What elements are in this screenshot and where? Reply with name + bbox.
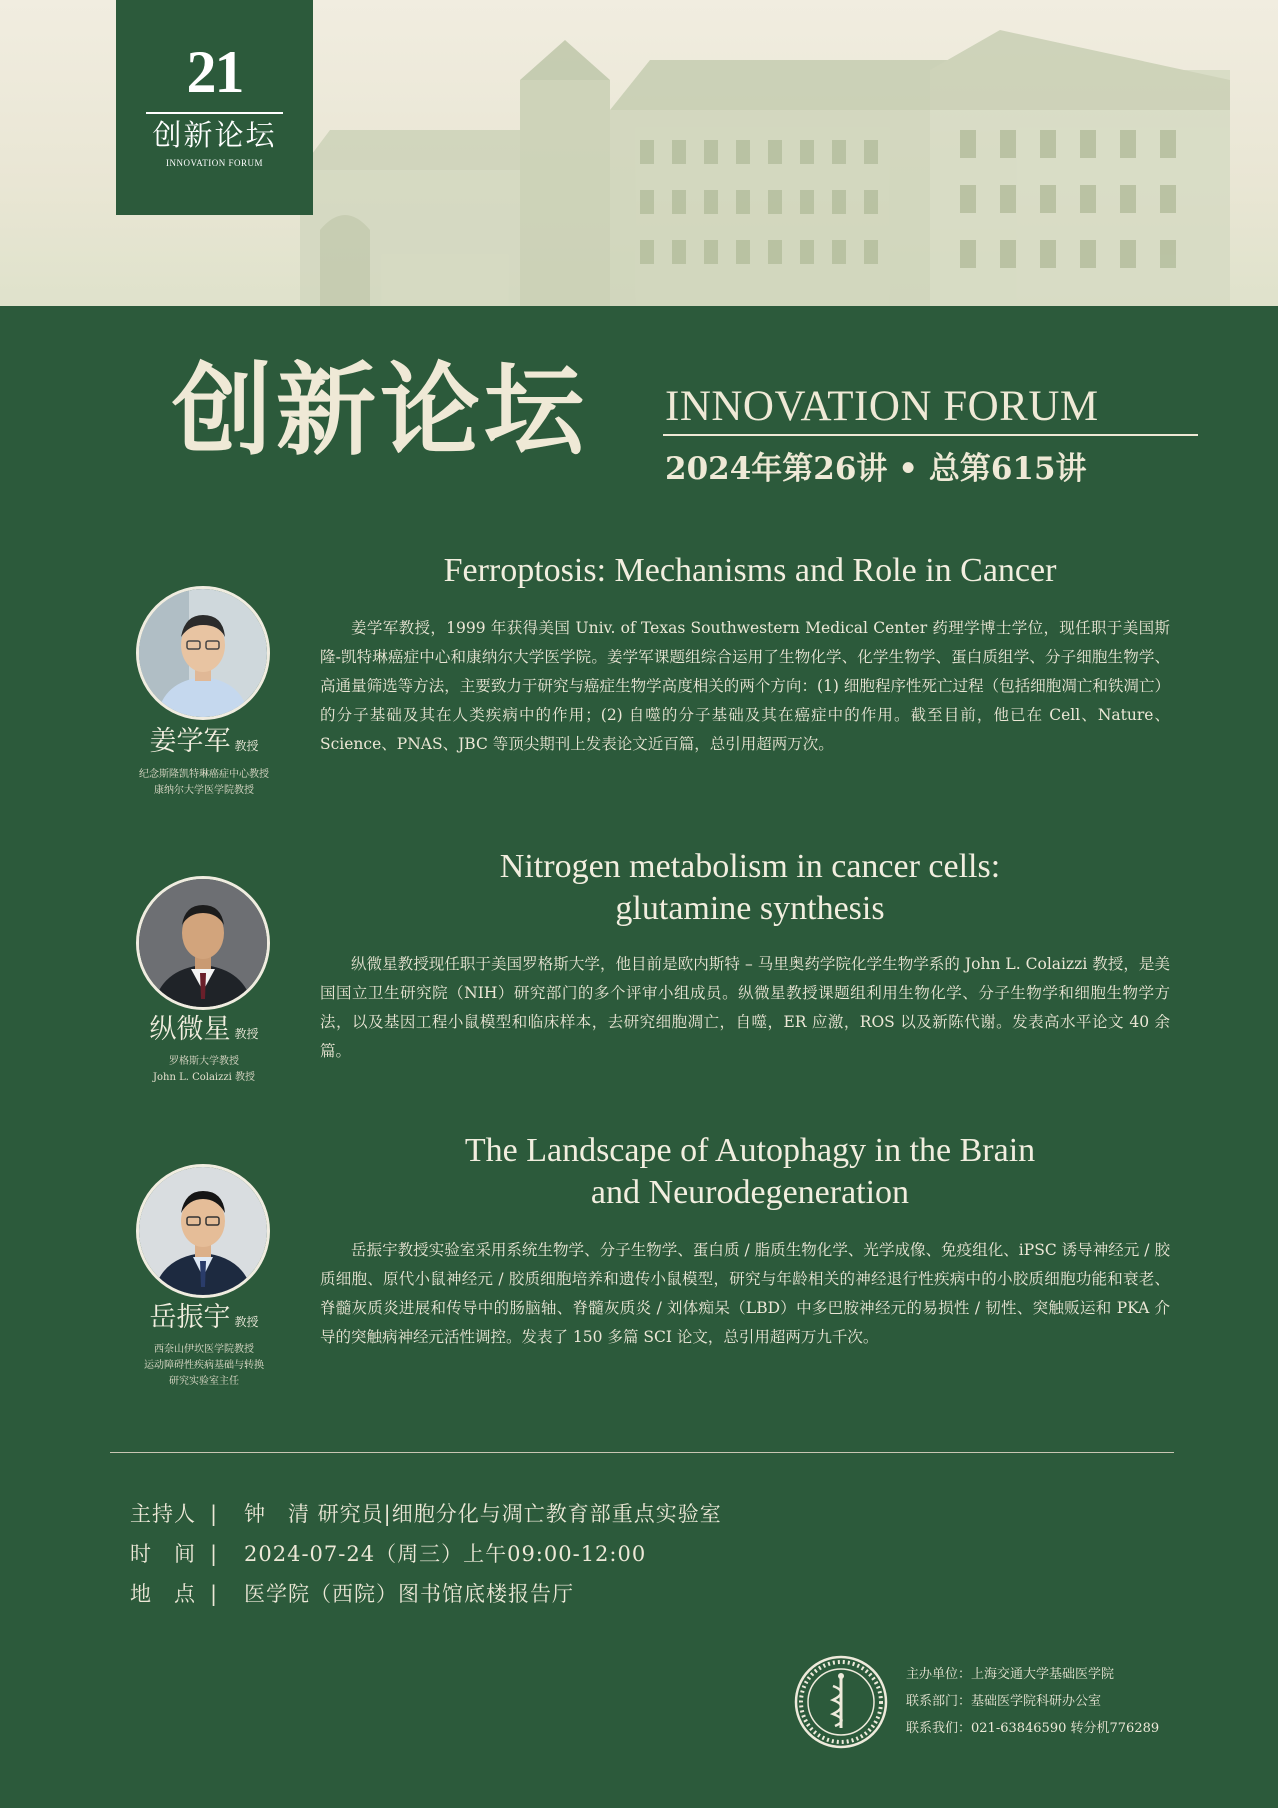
organizer-contact: 联系我们：021-63846590 转分机776289 <box>906 1721 1160 1736</box>
affiliation-line: 西奈山伊坎医学院教授 <box>154 1344 254 1355</box>
speaker-name-2 <box>104 1014 304 1046</box>
host-row <box>130 1504 722 1525</box>
speaker-name-3 <box>104 1302 304 1334</box>
affiliation-line: 运动障碍性疾病基础与转换 <box>144 1360 264 1371</box>
speaker-affiliation-2 <box>104 1054 304 1086</box>
talk-title-1: Ferroptosis: Mechanisms and Role in Cancer <box>443 552 1057 589</box>
talk-abstract-1: 姜学军教授，1999 年获得美国 Univ. of Texas Southwestern Medical Center 药理学博士学位，现任职于美国斯隆-凯特琳癌症中心和康纳尔大学医学院。姜学军课题组综合运用了生物化学、化学生物学、蛋白质组学、分子细胞生物学、高通量筛选等方法，主要致力于研究与癌症生物学高度相关的两个方向：(1) 细胞程序性死亡过程（包括细胞凋亡和铁凋亡）的分子基础及其在人类疾病中的作用；(2) 自噬的分子基础及其在癌症中的作用。截至目前，他已在 Cell、Nature、Science、PNAS、JBC 等顶尖期刊上发表论文近百篇，总引用超两万次。 <box>320 619 1170 753</box>
affiliation-line: John L. Colaizzi 教授 <box>152 1072 256 1083</box>
logo-number: 21 <box>186 39 243 105</box>
speaker-name-text: 姜学军 <box>149 726 231 757</box>
logo-name-cn: 创新论坛 <box>152 118 277 152</box>
organizer-department: 联系部门：基础医学院科研办公室 <box>906 1694 1102 1709</box>
place-value: 医学院（西院）图书馆底楼报告厅 <box>244 1582 574 1606</box>
speaker-photo-3 <box>136 1164 270 1298</box>
organizer-host: 主办单位：上海交通大学基础医学院 <box>906 1667 1115 1682</box>
page-title: 创新论坛 <box>172 351 588 469</box>
place-label: 地 点 <box>130 1582 196 1606</box>
time-value: 2024-07-24（周三）上午09:00-12:00 <box>244 1542 647 1566</box>
speaker-title: 教授 <box>234 1315 259 1329</box>
talk-title-2 <box>320 846 1180 930</box>
affiliation-line: 康纳尔大学医学院教授 <box>154 785 254 796</box>
time-separator: | <box>210 1542 219 1566</box>
time-row <box>130 1544 646 1565</box>
speaker-name-text: 岳振宇 <box>149 1302 231 1333</box>
logo-name-en: INNOVATION FORUM <box>165 158 264 168</box>
host-value: 钟 清 研究员|细胞分化与凋亡教育部重点实验室 <box>244 1502 722 1526</box>
talk-title-line: glutamine synthesis <box>615 890 885 927</box>
speaker-affiliation-3 <box>104 1342 304 1390</box>
school-seal-icon <box>793 1654 889 1750</box>
speaker-name-1 <box>104 726 304 758</box>
talk-title-line: and Neurodegeneration <box>590 1174 910 1211</box>
time-label: 时 间 <box>130 1542 196 1566</box>
logo-divider <box>146 112 283 114</box>
affiliation-line: 纪念斯隆凯特琳癌症中心教授 <box>139 769 269 780</box>
talk-title-3 <box>320 1130 1180 1214</box>
forum-logo <box>116 0 313 215</box>
talk-title-line: The Landscape of Autophagy in the Brain <box>464 1132 1036 1169</box>
affiliation-line: 罗格斯大学教授 <box>169 1056 239 1067</box>
session-number: 2024年第26讲 • 总第615讲 <box>665 451 1087 487</box>
footer-divider <box>110 1452 1174 1453</box>
talk-abstract-3: 岳振宇教授实验室采用系统生物学、分子生物学、蛋白质 / 脂质生物化学、光学成像、免疫组化、iPSC 诱导神经元 / 胶质细胞、原代小鼠神经元 / 胶质细胞培养和遗传小鼠模型，研究与年龄相关的神经退行性疾病中的小胶质细胞功能和衰老、脊髓灰质炎进展和传导中的肠脑轴、脊髓灰质炎 / 刘体痴呆（LBD）中多巴胺神经元的易损性 / 韧性、突触贩运和 PKA 介导的突触病神经元活性调控。发表了 150 多篇 SCI 论文，总引用超两万九千次。 <box>320 1241 1170 1346</box>
top-banner <box>0 0 1278 306</box>
speaker-affiliation-1 <box>104 767 304 799</box>
place-row <box>130 1584 574 1605</box>
speaker-title: 教授 <box>234 739 259 753</box>
talk-abstract-2: 纵微星教授现任职于美国罗格斯大学，他目前是欧内斯特 – 马里奥药学院化学生物学系的 John L. Colaizzi 教授，是美国国立卫生研究院（NIH）研究部门的多个评审小组成员。纵微星教授课题组利用生物化学、分子生物学和细胞生物学方法，以及基因工程小鼠模型和临床样本，去研究细胞凋亡，自噬，ER 应激，ROS 以及新陈代谢。发表高水平论文 40 余篇。 <box>320 955 1170 1060</box>
host-separator: | <box>210 1502 219 1526</box>
affiliation-line: 研究实验室主任 <box>169 1376 239 1387</box>
place-separator: | <box>210 1582 219 1606</box>
organizer-info <box>906 1661 1159 1742</box>
title-divider <box>663 434 1198 436</box>
speaker-title: 教授 <box>234 1027 259 1041</box>
speaker-photo-2 <box>136 876 270 1010</box>
speaker-photo-1 <box>136 586 270 720</box>
page-title-en: INNOVATION FORUM <box>665 383 1099 430</box>
speaker-name-text: 纵微星 <box>149 1014 231 1045</box>
host-label: 主持人 <box>130 1502 196 1526</box>
talk-title-line: Nitrogen metabolism in cancer cells: <box>499 848 1001 885</box>
